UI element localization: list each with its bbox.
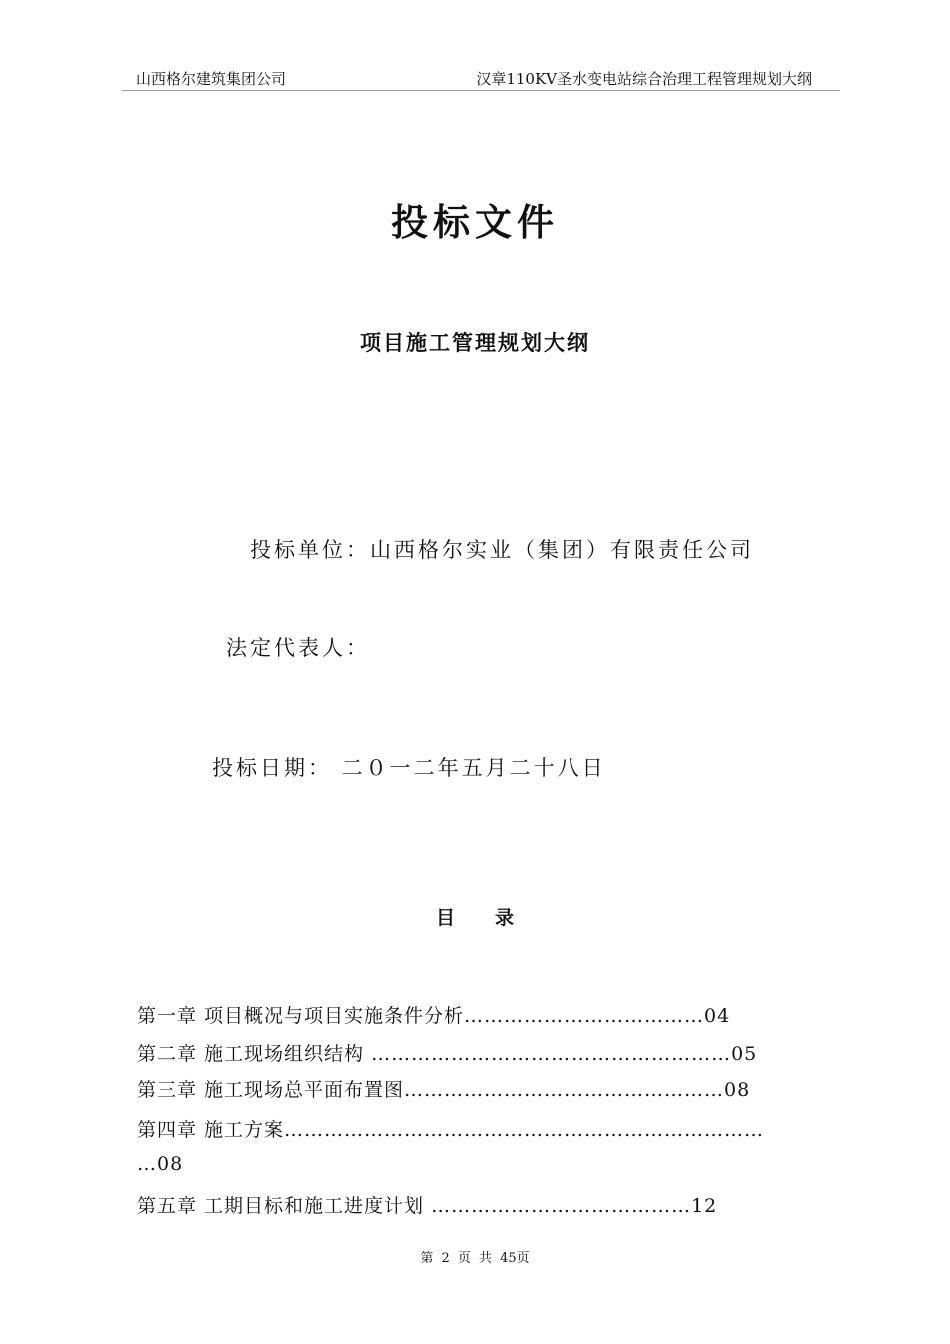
document-subtitle: 项目施工管理规划大纲	[360, 330, 590, 355]
toc-entry: 第四章 施工方案………………………………………………………………	[137, 1119, 765, 1141]
toc-entry: 第一章 项目概况与项目实施条件分析………………………………04	[137, 1005, 731, 1027]
toc-entry-continuation: …08	[137, 1153, 184, 1175]
bid-date-field: 投标日期： 二０一二年五月二十八日	[212, 756, 606, 780]
legal-representative-field: 法定代表人：	[226, 636, 370, 660]
header-divider	[122, 90, 840, 91]
document-title: 投标文件	[391, 200, 559, 244]
toc-entry: 第二章 施工现场组织结构 ………………………………………………05	[137, 1043, 758, 1065]
toc-heading: 目录	[435, 907, 554, 929]
header-project-title: 汉章110KV圣水变电站综合治理工程管理规划大纲	[476, 70, 812, 88]
header-company: 山西格尔建筑集团公司	[136, 70, 287, 88]
toc-entry: 第五章 工期目标和施工进度计划 …………………………………12	[137, 1195, 718, 1217]
bidder-field: 投标单位：山西格尔实业（集团）有限责任公司	[250, 538, 754, 562]
toc-entry: 第三章 施工现场总平面布置图…………………………………………08	[137, 1079, 751, 1101]
page-footer: 第 2 页 共 45页	[420, 1251, 530, 1266]
